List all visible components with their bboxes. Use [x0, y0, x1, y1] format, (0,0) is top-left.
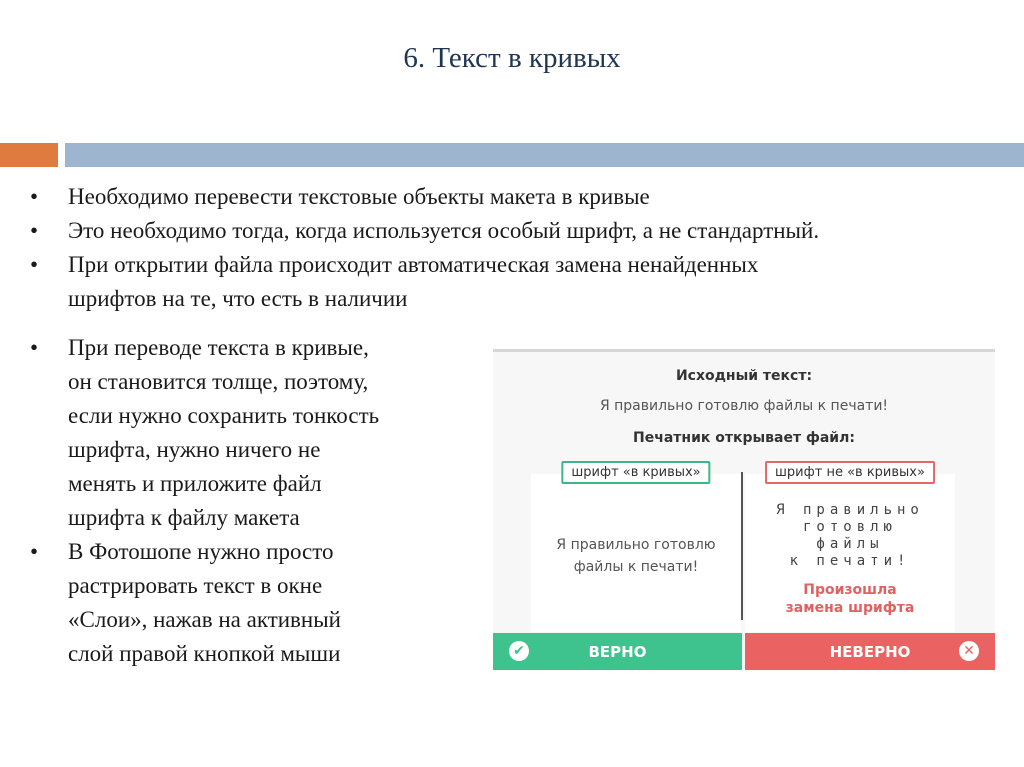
curves-tag: шрифт «в кривых» — [561, 461, 710, 484]
bullet-line: шрифта, нужно ничего не — [68, 437, 321, 462]
source-heading: Исходный текст: — [675, 368, 813, 384]
correct-label: ВЕРНО — [588, 642, 647, 661]
bullet-line: В Фотошопе нужно просто — [68, 539, 334, 564]
bullet-line: он становится толще, поэтому, — [68, 369, 369, 394]
close-icon: ✕ — [959, 641, 979, 661]
warning-line: замена шрифта — [785, 600, 915, 616]
bullet-item — [30, 214, 819, 248]
bullet-marker: • — [30, 184, 39, 209]
bullet-line: шрифта к файлу макета — [68, 505, 300, 530]
bullet-line: шрифтов на те, что есть в наличии — [68, 286, 408, 311]
bullet-list-top — [30, 180, 819, 316]
bullet-marker: • — [30, 335, 39, 360]
source-text: Я правильно готовлю файлы к печати! — [599, 398, 889, 414]
bullet-item — [30, 180, 819, 214]
sample-line: Я правильно готовлю — [556, 537, 716, 553]
bullet-marker: • — [30, 539, 39, 564]
font-replaced-warning — [745, 581, 955, 617]
bullet-line: При открытии файла происходит автоматическая замена ненайденных — [68, 252, 759, 277]
sample-line: файлы — [816, 536, 884, 552]
printer-heading: Печатник открывает файл: — [633, 430, 855, 446]
replaced-sample-text — [745, 502, 955, 570]
no-curves-panel — [745, 465, 955, 632]
bullet-line: «Слои», нажав на активный — [68, 607, 341, 632]
bullet-line: растрировать текст в окне — [68, 573, 323, 598]
warning-line: Произошла — [803, 582, 897, 598]
sample-line: к печати! — [789, 553, 911, 569]
incorrect-label: НЕВЕРНО — [829, 642, 911, 661]
sample-line: файлы к печати! — [573, 559, 699, 575]
bullet-line: менять и приложите файл — [68, 471, 322, 496]
bullet-line: Необходимо перевести текстовые объекты макета в кривые — [68, 184, 650, 209]
bullet-marker: • — [30, 252, 39, 277]
accent-bar-blue — [65, 143, 1024, 167]
bullet-item — [30, 331, 470, 535]
incorrect-banner — [745, 633, 995, 670]
correct-sample-text — [531, 534, 741, 578]
sample-line: Я правильно — [776, 502, 924, 518]
check-icon: ✔ — [509, 641, 529, 661]
curves-panel — [531, 465, 741, 632]
bullet-list-bottom — [30, 331, 470, 671]
slide-title: 6. Текст в кривых — [403, 42, 621, 74]
bullet-line: Это необходимо тогда, когда используется особый шрифт, а не стандартный. — [68, 218, 820, 243]
bullet-line: если нужно сохранить тонкость — [68, 403, 380, 428]
bullet-marker: • — [30, 218, 39, 243]
no-curves-tag: шрифт не «в кривых» — [765, 461, 935, 484]
bullet-item — [30, 535, 470, 671]
bullet-item — [30, 248, 819, 316]
accent-bar-orange — [0, 143, 58, 167]
panel-divider — [741, 472, 743, 620]
bullet-line: При переводе текста в кривые, — [68, 335, 369, 360]
sample-line: готовлю — [802, 519, 897, 535]
bullet-line: слой правой кнопкой мыши — [68, 641, 341, 666]
font-comparison-figure — [493, 349, 995, 670]
correct-banner — [493, 633, 742, 670]
